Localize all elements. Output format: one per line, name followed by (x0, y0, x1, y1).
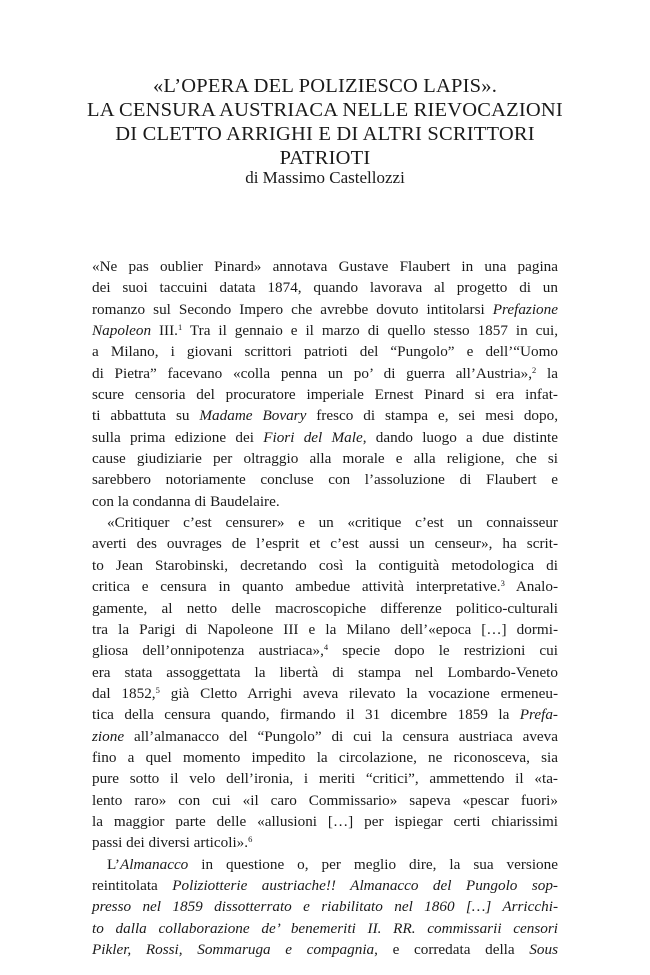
footnote-ref[interactable]: 4 (323, 642, 329, 653)
text-line (92, 896, 558, 917)
text-line: cause giudiziarie per oltraggio alla morale e alla religione, che si (92, 450, 558, 468)
text-line: fino a quel momento impedito la circolazione, ne riconosceva, sia (92, 748, 558, 766)
text-line: lento raro» con cui «il caro Commissario» sapeva «pescar fuori» (92, 791, 558, 809)
italic-title: Sous (529, 941, 558, 958)
text-line: dei suoi taccuini datata 1874, quando lavorava al progetto di un (92, 279, 558, 297)
text-line: era stata assoggettata la libertà di stampa nel Lombardo-Veneto (92, 663, 558, 681)
text-line: L’Almanacco in questione o, per meglio dire, la sua versione (107, 855, 558, 873)
text-line: critica e censura in quanto ambedue attività interpretative.$^3$ Analo- (92, 578, 559, 596)
text-line: la maggior parte delle «allusioni […] per ispiegar certi chiarissimi (92, 812, 558, 830)
italic-title: presso nel 1859 dissotterrato e riabilitato nel 1860 […] Arricchi- (92, 898, 558, 916)
text-line: di Pietra” facevano «colla penna un po’ di guerra all’Austria»,$^2$ la (92, 364, 558, 382)
text-line: reintitolata Poliziotterie austriache!! Almanacco del Pungolo sop- (92, 876, 558, 894)
text-line: averti des ouvrages de l’esprit et c’est aussi un censeur», ha scrit- (92, 535, 558, 553)
text-line: sarebbero notoriamente concluse con l’assoluzione di Flaubert e (92, 471, 558, 489)
italic-title: Prefa- (519, 706, 558, 724)
italic-title: Almanacco (119, 855, 189, 873)
footnote-ref[interactable]: 5 (155, 684, 160, 695)
text-line: ti abbattuta su Madame Bovary fresco di stampa e, sei mesi dopo, (92, 407, 559, 425)
italic-title: Napoleon (92, 322, 152, 340)
author-byline: di Massimo Castellozzi (245, 168, 405, 187)
text-line: a Milano, i giovani scrittori patrioti del “Pungolo” e dell’“Uomo (92, 343, 558, 361)
text-line: gliosa dell’onnipotenza austriaca»,$^4$ specie dopo le restrizioni cui (92, 642, 558, 660)
text-line: tra la Parigi di Napoleone III e la Milano dell’«epoca […] dormi- (92, 620, 558, 638)
text-line: zione all’almanacco del “Pungolo” di cui la censura austriaca aveva (92, 727, 558, 745)
footnote-ref[interactable]: 3 (500, 578, 505, 589)
footnote-ref[interactable]: 6 (248, 834, 253, 845)
italic-title: zione (92, 727, 125, 745)
title-line: DI CLETTO ARRIGHI E DI ALTRI SCRITTORI (115, 123, 535, 145)
text-line: scure censoria del procuratore imperiale Ernest Pinard si era infat- (92, 386, 558, 404)
italic-title: Fiori del Male (263, 428, 363, 446)
footnote-ref[interactable]: 2 (532, 364, 537, 375)
text-line: Napoleon III.$^1$ Tra il gennaio e il marzo di quello stesso 1857 in cui, (92, 322, 558, 340)
text-line: «Ne pas oublier Pinard» annotava Gustave Flaubert in una pagina (92, 258, 558, 275)
text-line: «Critiquer c’est censurer» e un «critique c’est un connaisseur (107, 514, 558, 532)
italic-title: to dalla collaborazione de’ benemeriti II. RR. commissarii censori (92, 919, 558, 937)
text-line: sulla prima edizione dei Fiori del Male, dando luogo a due distinte (92, 428, 558, 446)
title-line: PATRIOTI (279, 147, 371, 169)
text-line: gamente, al netto delle macroscopiche differenze politico-culturali (92, 599, 558, 617)
text-line: passi dei diversi articoli».$^6$ (92, 834, 253, 852)
italic-title: Madame Bovary (199, 407, 307, 425)
text-line: pure sotto il velo dell’ironia, i meriti “critici”, ammettendo il «ta- (92, 770, 558, 788)
italic-title: Prefazione (492, 300, 558, 318)
text-line (92, 918, 558, 939)
text-line: tica della censura quando, firmando il 31 dicembre 1859 la Prefa- (92, 706, 558, 724)
text-line: dal 1852,$^5$ già Cletto Arrighi aveva rilevato la vocazione ermeneu- (92, 684, 559, 702)
text-line: Pikler, Rossi, Sommaruga e compagnia, e corredata della Sous (92, 941, 558, 958)
footnote-ref[interactable]: 1 (177, 322, 183, 333)
italic-title: Poliziotterie austriache!! Almanacco del Pungolo sop- (172, 876, 558, 894)
body-text (92, 256, 558, 960)
chapter-title (60, 74, 590, 170)
text-line: romanzo sul Secondo Impero che avrebbe dovuto intitolarsi Prefazione (92, 300, 558, 318)
text-line: to Jean Starobinski, decretando così la contiguità metodologica di (92, 556, 558, 574)
italic-title: Pikler, Rossi, Sommaruga e compagnia (92, 941, 375, 958)
text-line: con la condanna di Baudelaire. (92, 492, 280, 510)
title-line: «L’OPERA DEL POLIZIESCO LAPIS». (152, 75, 498, 97)
title-line: LA CENSURA AUSTRIACA NELLE RIEVOCAZIONI (87, 99, 563, 121)
